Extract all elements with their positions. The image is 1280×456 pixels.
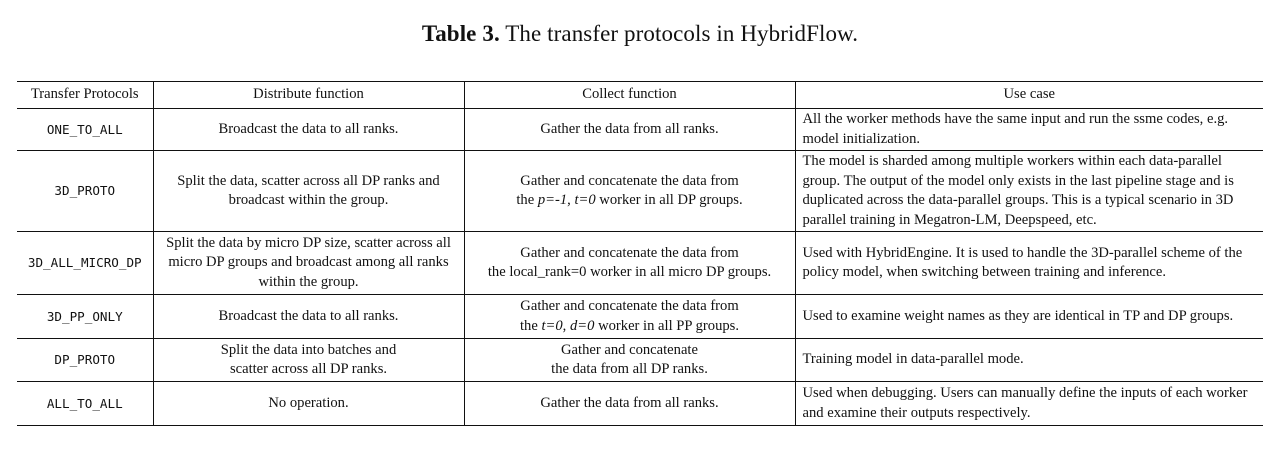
collect-line: the local_rank=0 worker in all micro DP groups. <box>487 264 772 280</box>
collect-math: p=-1 <box>537 192 568 208</box>
table-row <box>17 151 1263 232</box>
collect-line: Gather and concatenate the data from <box>520 244 739 261</box>
caption-label: Table 3. <box>421 21 500 46</box>
use-case-cell: All the worker methods have the same input and run the ssme codes, e.g. model initialization. <box>795 109 1263 151</box>
table-row <box>17 232 1263 295</box>
collect-text: worker in all PP groups. <box>594 317 739 334</box>
header-collect-function: Collect function <box>464 82 795 109</box>
collect-cell <box>464 232 795 295</box>
table-body <box>17 109 1263 426</box>
distribute-cell <box>153 339 464 382</box>
protocol-name: 3D_ALL_MICRO_DP <box>17 232 153 295</box>
distribute-cell: Split the data, scatter across all DP ranks and broadcast within the group. <box>153 151 464 232</box>
use-case-cell: Training model in data-parallel mode. <box>795 339 1263 382</box>
collect-text: , <box>562 317 570 334</box>
header-transfer-protocols: Transfer Protocols <box>17 82 153 109</box>
collect-text: the <box>516 192 538 208</box>
table-header <box>17 82 1263 109</box>
header-distribute-function: Distribute function <box>153 82 464 109</box>
collect-math: t=0 <box>574 192 596 208</box>
use-case-cell: Used to examine weight names as they are identical in TP and DP groups. <box>795 295 1263 339</box>
table-row <box>17 382 1263 426</box>
distribute-line: scatter across all DP ranks. <box>229 361 388 377</box>
use-case-cell: Used with HybridEngine. It is used to handle the 3D-parallel scheme of the policy model, when switching between training and inference. <box>795 232 1263 295</box>
use-case-cell: Used when debugging. Users can manually define the inputs of each worker and examine their outputs respectively. <box>795 382 1263 426</box>
collect-text: worker in all DP groups. <box>595 192 743 208</box>
collect-text: the <box>519 317 542 334</box>
collect-cell: Gather the data from all ranks. <box>464 109 795 151</box>
protocol-name: ALL_TO_ALL <box>17 382 153 426</box>
collect-cell <box>464 339 795 382</box>
collect-line: Gather and concatenate the data from <box>520 172 739 189</box>
collect-cell: Gather the data from all ranks. <box>464 382 795 426</box>
use-case-cell: The model is sharded among multiple workers within each data-parallel group. The output of the model only exists in the last pipeline stage and is duplicated across the data-parallel groups. This is a typical scenario in 3D parallel training in Megatron-LM, Deepspeed, etc. <box>795 151 1263 232</box>
table-row <box>17 109 1263 151</box>
caption-text: The transfer protocols in HybridFlow. <box>505 21 859 46</box>
collect-math: t=0 <box>541 317 563 334</box>
collect-line: Gather and concatenate <box>561 341 698 358</box>
collect-text: , <box>567 192 575 208</box>
header-use-case: Use case <box>795 82 1263 109</box>
distribute-line: Split the data into batches and <box>220 341 397 358</box>
protocol-name: 3D_PP_ONLY <box>17 295 153 339</box>
collect-line: the data from all DP ranks. <box>551 361 708 377</box>
protocol-name: ONE_TO_ALL <box>46 121 123 137</box>
protocol-name: DP_PROTO <box>17 339 153 382</box>
table-caption <box>0 18 1280 50</box>
table-row <box>17 295 1263 339</box>
distribute-cell: Split the data by micro DP size, scatter across all micro DP groups and broadcast among all ranks within the group. <box>153 232 464 295</box>
collect-cell <box>464 295 795 339</box>
collect-line: Gather and concatenate the data from <box>520 298 739 314</box>
distribute-cell: Broadcast the data to all ranks. <box>153 109 464 151</box>
transfer-protocols-table <box>17 81 1263 426</box>
distribute-cell: No operation. <box>153 382 464 426</box>
header-row <box>17 82 1263 109</box>
protocol-name: 3D_PROTO <box>17 151 153 232</box>
distribute-cell: Broadcast the data to all ranks. <box>153 295 464 339</box>
table-row <box>17 339 1263 382</box>
collect-math: d=0 <box>569 317 595 334</box>
collect-cell <box>464 151 795 232</box>
